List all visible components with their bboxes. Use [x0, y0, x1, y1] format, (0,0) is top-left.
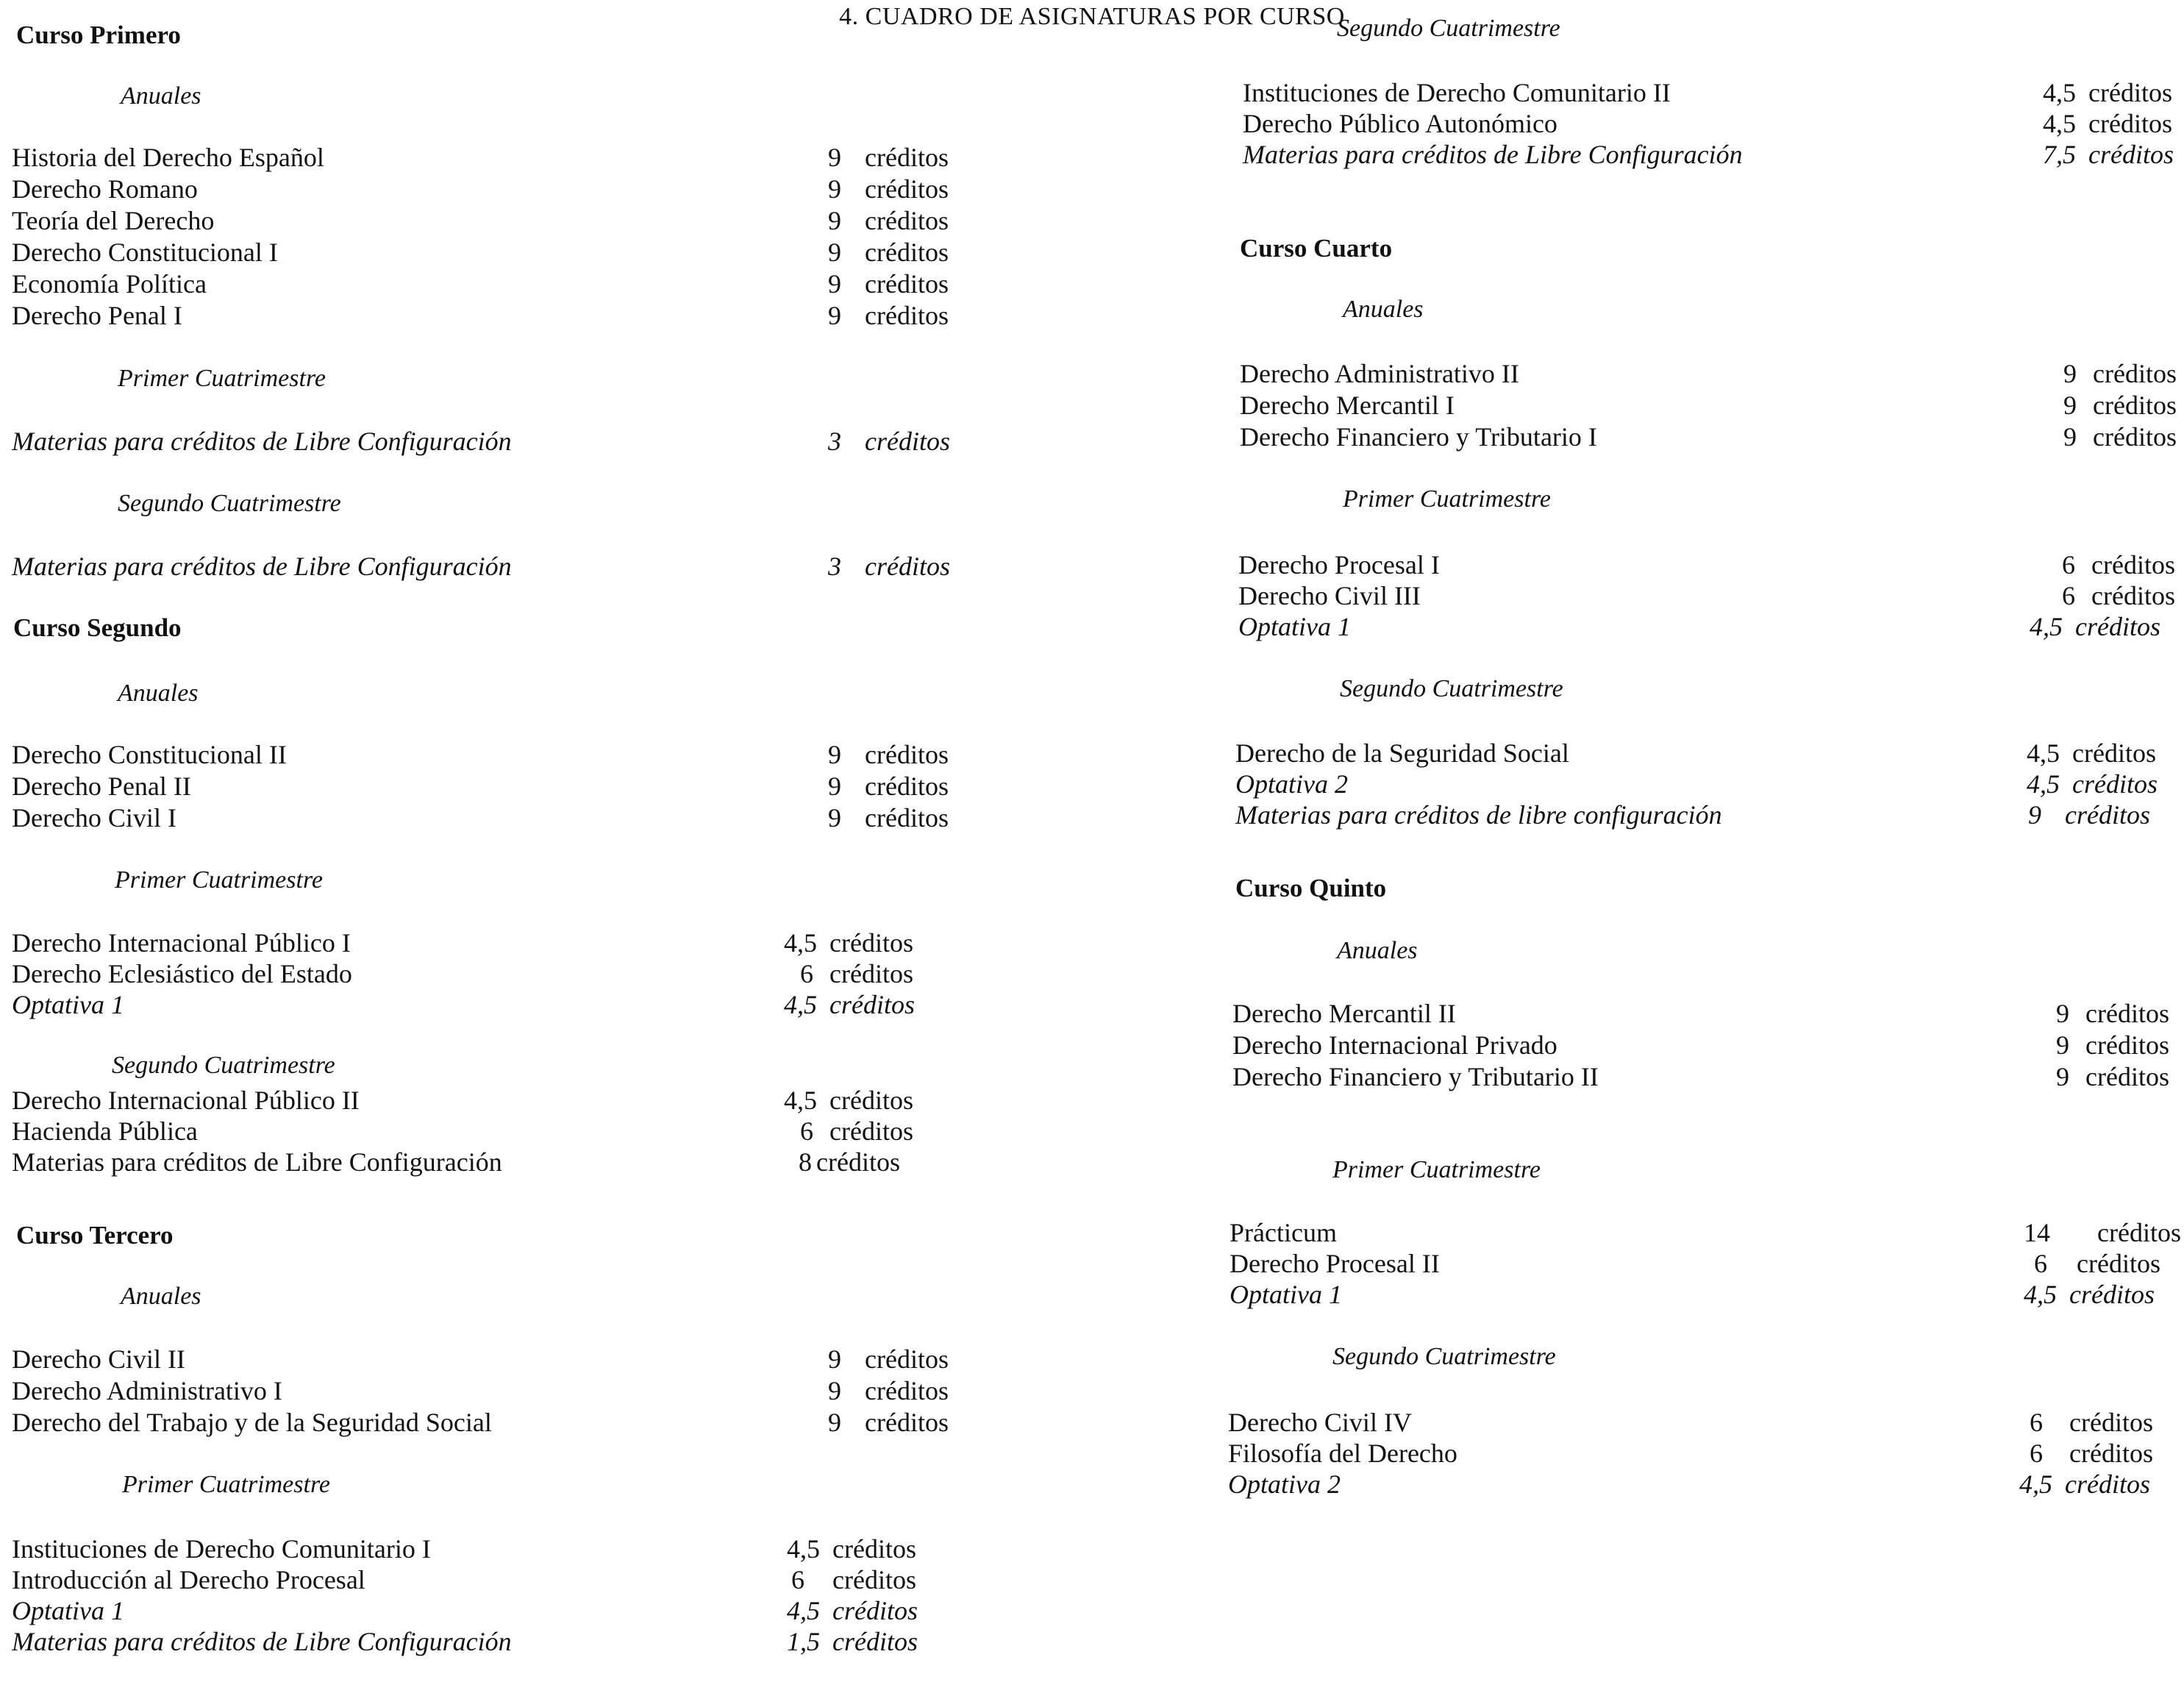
- credit-value: 9: [828, 803, 841, 833]
- section-primer-cuatrimestre: Primer Cuatrimestre: [115, 866, 324, 894]
- credit-value: 4,5: [2043, 109, 2076, 138]
- subject-name: Teoría del Derecho: [12, 206, 215, 235]
- credit-unit: créditos: [832, 1534, 916, 1564]
- credit-unit: créditos: [2072, 769, 2158, 799]
- credit-value: 4,5: [784, 928, 817, 958]
- credit-value: 4,5: [2027, 769, 2060, 799]
- credit-unit: créditos: [865, 552, 950, 581]
- subject-row: [12, 236, 960, 268]
- subject-name: Optativa 2: [1235, 769, 1348, 799]
- credit-unit: créditos: [2072, 738, 2156, 768]
- credit-value: 9: [828, 143, 841, 172]
- credit-value: 4,5: [2043, 78, 2076, 107]
- credit-unit: créditos: [2091, 550, 2175, 580]
- credit-value: 7,5: [2043, 140, 2076, 169]
- subject-name: Instituciones de Derecho Comunitario II: [1243, 78, 1671, 107]
- subject-name: Derecho Público Autonómico: [1243, 109, 1557, 138]
- subject-row: [1238, 549, 2184, 581]
- subject-name: Derecho Penal II: [12, 771, 191, 801]
- credit-unit: créditos: [865, 803, 949, 833]
- subject-row: [12, 1564, 960, 1596]
- subject-row: [12, 299, 960, 332]
- subject-row: [1230, 1247, 2178, 1280]
- course-title-cuarto: Curso Cuarto: [1240, 234, 1393, 263]
- subject-name: Derecho Internacional Público I: [12, 928, 351, 958]
- section-primer-cuatrimestre: Primer Cuatrimestre: [1343, 485, 1552, 513]
- credit-unit: créditos: [829, 990, 915, 1019]
- credit-value: 6: [791, 1565, 804, 1594]
- subject-row: [1240, 421, 2184, 453]
- credit-unit: créditos: [865, 238, 949, 267]
- credit-value: 6: [2062, 550, 2075, 580]
- subject-name: Optativa 1: [12, 990, 124, 1019]
- section-primer-cuatrimestre: Primer Cuatrimestre: [118, 365, 326, 392]
- credit-unit: créditos: [865, 301, 949, 330]
- subject-name: Materias para créditos de Libre Configuración: [1243, 140, 1743, 169]
- subject-row: [12, 1343, 960, 1375]
- credit-value: 9: [828, 269, 841, 299]
- subject-row: [12, 1533, 960, 1565]
- credit-unit: créditos: [865, 771, 949, 801]
- subject-row: [1228, 1406, 2177, 1439]
- subject-row: [12, 988, 960, 1021]
- credit-value: 6: [2034, 1249, 2047, 1278]
- subject-name: Optativa 1: [1230, 1280, 1342, 1309]
- subject-name: Derecho Constitucional II: [12, 740, 287, 769]
- subject-name: Derecho Civil III: [1238, 581, 1421, 610]
- credit-value: 6: [2030, 1439, 2043, 1468]
- credit-unit: créditos: [865, 269, 949, 299]
- subject-row: [12, 927, 960, 959]
- credit-unit: créditos: [2075, 612, 2160, 641]
- credit-value: 9: [828, 174, 841, 204]
- subject-row: [12, 1594, 960, 1627]
- section-anuales: Anuales: [118, 680, 199, 707]
- subject-name: Derecho Financiero y Tributario II: [1232, 1062, 1599, 1091]
- subject-name: Materias para créditos de Libre Configuración: [12, 552, 512, 581]
- subject-name: Historia del Derecho Español: [12, 143, 324, 172]
- credit-unit: créditos: [2069, 1439, 2153, 1468]
- subject-row: [1228, 1468, 2177, 1500]
- credit-unit: créditos: [2093, 391, 2177, 420]
- credit-unit: créditos: [829, 959, 913, 988]
- subject-row: [12, 268, 960, 300]
- credit-unit: créditos: [865, 174, 949, 204]
- credit-unit: créditos: [865, 427, 950, 456]
- subject-row: [12, 550, 960, 582]
- subject-row: [12, 1146, 960, 1178]
- subject-row: [12, 1625, 960, 1658]
- subject-name: Materias para créditos de Libre Configuración: [12, 427, 512, 456]
- subject-row: [1240, 389, 2184, 421]
- section-segundo-cuatrimestre: Segundo Cuatrimestre: [112, 1052, 335, 1079]
- subject-name: Derecho Civil I: [12, 803, 176, 833]
- course-title-primero: Curso Primero: [16, 21, 181, 49]
- credit-unit: créditos: [829, 1086, 913, 1115]
- subject-row: [1238, 610, 2184, 643]
- subject-name: Derecho Civil II: [12, 1344, 185, 1374]
- credit-unit: créditos: [2065, 1469, 2150, 1499]
- credit-value: 9: [2063, 422, 2077, 452]
- subject-row: [1232, 1061, 2181, 1093]
- subject-row: [1243, 76, 2184, 109]
- credit-unit: créditos: [2085, 999, 2169, 1028]
- credit-unit: créditos: [832, 1627, 918, 1656]
- credit-value: 8: [799, 1147, 812, 1177]
- subject-name: Prácticum: [1230, 1218, 1337, 1247]
- credit-value: 4,5: [787, 1534, 820, 1564]
- subject-row: [1238, 580, 2184, 612]
- subject-name: Derecho Procesal I: [1238, 550, 1440, 580]
- credit-unit: créditos: [865, 1376, 949, 1405]
- section-anuales: Anuales: [121, 82, 201, 110]
- credit-unit: créditos: [2093, 422, 2177, 452]
- subject-name: Materias para créditos de Libre Configuración: [12, 1627, 512, 1656]
- credit-value: 9: [2056, 999, 2069, 1028]
- credit-value: 4,5: [784, 990, 817, 1019]
- section-primer-cuatrimestre: Primer Cuatrimestre: [1332, 1156, 1541, 1183]
- subject-name: Derecho Administrativo I: [12, 1376, 282, 1405]
- credit-value: 6: [800, 959, 813, 988]
- subject-row: [1235, 768, 2184, 800]
- credit-unit: créditos: [865, 143, 949, 172]
- subject-name: Derecho Mercantil I: [1240, 391, 1455, 420]
- credit-unit: créditos: [865, 206, 949, 235]
- subject-row: [1235, 737, 2184, 769]
- credit-value: 4,5: [784, 1086, 817, 1115]
- credit-value: 9: [2056, 1030, 2069, 1060]
- subject-row: [1235, 799, 2184, 831]
- subject-name: Derecho Eclesiástico del Estado: [12, 959, 352, 988]
- credit-value: 9: [828, 1376, 841, 1405]
- credit-value: 9: [828, 238, 841, 267]
- subject-row: [12, 770, 960, 802]
- credit-unit: créditos: [865, 1344, 949, 1374]
- subject-name: Instituciones de Derecho Comunitario I: [12, 1534, 431, 1564]
- subject-name: Derecho Financiero y Tributario I: [1240, 422, 1597, 452]
- credit-value: 6: [2030, 1408, 2043, 1437]
- subject-name: Derecho de la Seguridad Social: [1235, 738, 1569, 768]
- subject-row: [1243, 107, 2184, 140]
- subject-row: [12, 204, 960, 237]
- subject-row: [1243, 138, 2184, 171]
- credit-unit: créditos: [2093, 359, 2177, 388]
- credit-value: 4,5: [2030, 612, 2063, 641]
- credit-unit: créditos: [2065, 800, 2150, 830]
- section-anuales: Anuales: [121, 1283, 201, 1310]
- credit-unit: créditos: [829, 1116, 913, 1146]
- credit-value: 9: [2063, 391, 2077, 420]
- credit-value: 9: [2056, 1062, 2069, 1091]
- course-title-segundo: Curso Segundo: [13, 613, 182, 642]
- subject-row: [1240, 357, 2184, 390]
- subject-name: Derecho Administrativo II: [1240, 359, 1519, 388]
- credit-value: 4,5: [2027, 738, 2060, 768]
- subject-name: Filosofía del Derecho: [1228, 1439, 1457, 1468]
- credit-unit: créditos: [865, 740, 949, 769]
- subject-name: Derecho Procesal II: [1230, 1249, 1440, 1278]
- subject-row: [1232, 997, 2181, 1030]
- subject-name: Derecho Constitucional I: [12, 238, 278, 267]
- page-title: 4. CUADRO DE ASIGNATURAS POR CURSO: [839, 3, 1345, 30]
- credit-value: 9: [2028, 800, 2041, 830]
- credit-value: 9: [828, 740, 841, 769]
- credit-value: 9: [828, 206, 841, 235]
- credit-value: 3: [828, 427, 841, 456]
- credit-unit: créditos: [2088, 109, 2172, 138]
- subject-name: Optativa 2: [1228, 1469, 1341, 1499]
- credit-unit: créditos: [2088, 78, 2172, 107]
- section-segundo-cuatrimestre: Segundo Cuatrimestre: [1337, 15, 1560, 42]
- credit-value: 9: [2063, 359, 2077, 388]
- credit-unit: créditos: [816, 1147, 900, 1177]
- subject-name: Derecho Mercantil II: [1232, 999, 1456, 1028]
- credit-value: 14: [2024, 1218, 2050, 1247]
- credit-value: 3: [828, 552, 841, 581]
- subject-name: Introducción al Derecho Procesal: [12, 1565, 365, 1594]
- credit-unit: créditos: [2085, 1062, 2169, 1091]
- subject-name: Materias para créditos de Libre Configuración: [12, 1147, 502, 1177]
- credit-value: 9: [828, 1408, 841, 1437]
- section-anuales: Anuales: [1343, 296, 1424, 323]
- subject-row: [12, 1406, 960, 1439]
- subject-name: Derecho del Trabajo y de la Seguridad Social: [12, 1408, 492, 1437]
- credit-unit: créditos: [2069, 1280, 2155, 1309]
- subject-row: [12, 1084, 960, 1116]
- subject-name: Derecho Romano: [12, 174, 198, 204]
- credit-value: 6: [800, 1116, 813, 1146]
- subject-row: [12, 1115, 960, 1147]
- credit-value: 9: [828, 1344, 841, 1374]
- credit-unit: créditos: [832, 1596, 918, 1625]
- subject-row: [12, 738, 960, 771]
- credit-value: 9: [828, 301, 841, 330]
- subject-name: Economía Política: [12, 269, 207, 299]
- subject-row: [12, 141, 960, 174]
- subject-row: [1230, 1216, 2181, 1249]
- subject-name: Materias para créditos de libre configuración: [1235, 800, 1722, 830]
- subject-row: [12, 425, 960, 457]
- credit-value: 4,5: [787, 1596, 820, 1625]
- credit-value: 4,5: [2024, 1280, 2057, 1309]
- subject-name: Derecho Internacional Privado: [1232, 1030, 1557, 1060]
- credit-value: 6: [2062, 581, 2075, 610]
- credit-unit: créditos: [2069, 1408, 2153, 1437]
- section-anuales: Anuales: [1337, 937, 1418, 964]
- subject-row: [12, 1375, 960, 1407]
- subject-name: Optativa 1: [1238, 612, 1351, 641]
- section-primer-cuatrimestre: Primer Cuatrimestre: [122, 1471, 331, 1498]
- section-segundo-cuatrimestre: Segundo Cuatrimestre: [1340, 675, 1563, 702]
- subject-row: [1230, 1278, 2178, 1311]
- subject-name: Derecho Penal I: [12, 301, 182, 330]
- subject-row: [1232, 1029, 2181, 1061]
- subject-row: [12, 802, 960, 834]
- subject-name: Derecho Civil IV: [1228, 1408, 1412, 1437]
- subject-name: Optativa 1: [12, 1596, 124, 1625]
- subject-name: Derecho Internacional Público II: [12, 1086, 360, 1115]
- course-title-quinto: Curso Quinto: [1235, 874, 1387, 902]
- subject-name: Hacienda Pública: [12, 1116, 198, 1146]
- credit-unit: créditos: [2085, 1030, 2169, 1060]
- section-segundo-cuatrimestre: Segundo Cuatrimestre: [1332, 1343, 1556, 1370]
- credit-unit: créditos: [865, 1408, 949, 1437]
- credit-unit: créditos: [832, 1565, 916, 1594]
- credit-unit: créditos: [829, 928, 913, 958]
- credit-unit: créditos: [2088, 140, 2174, 169]
- credit-value: 4,5: [2019, 1469, 2052, 1499]
- credit-value: 9: [828, 771, 841, 801]
- credit-value: 1,5: [787, 1627, 820, 1656]
- credit-unit: créditos: [2077, 1249, 2160, 1278]
- section-segundo-cuatrimestre: Segundo Cuatrimestre: [118, 490, 341, 517]
- course-title-tercero: Curso Tercero: [16, 1221, 174, 1250]
- subject-row: [12, 173, 960, 205]
- credit-unit: créditos: [2091, 581, 2175, 610]
- credit-unit: créditos: [2097, 1218, 2181, 1247]
- subject-row: [12, 958, 960, 990]
- subject-row: [1228, 1437, 2177, 1469]
